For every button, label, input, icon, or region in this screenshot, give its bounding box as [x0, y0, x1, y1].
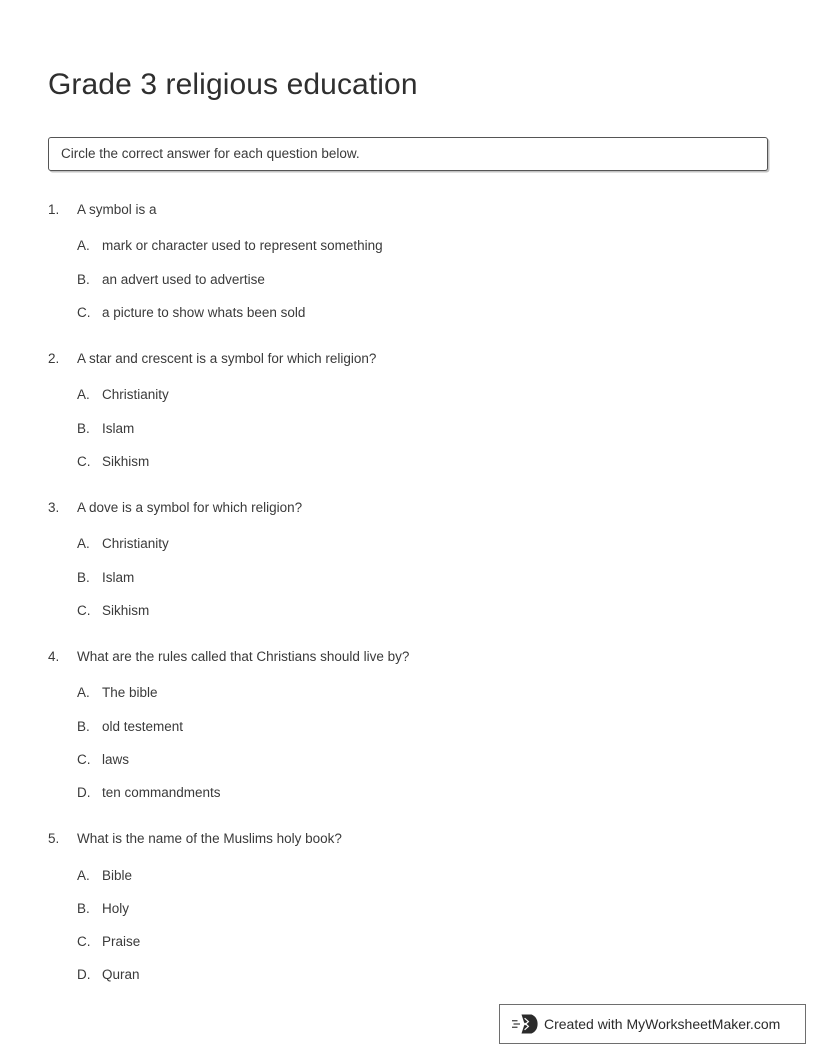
option-letter: A. [77, 387, 90, 403]
option-item[interactable] [77, 899, 778, 919]
option-letter: C. [77, 453, 91, 469]
option-text: Christianity [102, 387, 169, 403]
option-item[interactable] [77, 303, 778, 323]
option-list [48, 534, 778, 621]
option-item[interactable] [77, 236, 778, 256]
option-letter: D. [77, 967, 91, 983]
question-item [48, 200, 778, 323]
question-text: A dove is a symbol for which religion? [77, 500, 303, 515]
option-text: Bible [102, 867, 133, 883]
option-letter: C. [77, 751, 91, 767]
option-letter: C. [77, 602, 91, 618]
option-item[interactable] [77, 534, 778, 554]
question-text: What are the rules called that Christians should live by? [77, 649, 410, 664]
option-item[interactable] [77, 419, 778, 439]
option-text: laws [102, 751, 130, 767]
question-heading [48, 498, 778, 518]
created-with-badge[interactable] [499, 1004, 806, 1044]
questions-list [48, 200, 778, 986]
option-text: Islam [102, 420, 135, 436]
option-text: Christianity [102, 536, 169, 552]
option-item[interactable] [77, 717, 778, 737]
option-item[interactable] [77, 965, 778, 985]
option-text: mark or character used to represent something [102, 238, 383, 254]
question-text: A symbol is a [77, 202, 157, 217]
option-text: old testement [102, 718, 184, 734]
question-number: 2. [48, 351, 60, 366]
question-item [48, 647, 778, 803]
option-letter: B. [77, 569, 90, 585]
question-number: 5. [48, 831, 60, 847]
question-number: 1. [48, 202, 60, 217]
page-title: Grade 3 religious education [48, 68, 418, 102]
instructions-text: Circle the correct answer for each question below. [61, 146, 360, 162]
option-letter: A. [77, 685, 90, 701]
option-item[interactable] [77, 866, 778, 886]
option-list [48, 385, 778, 472]
option-item[interactable] [77, 385, 778, 405]
option-item[interactable] [77, 783, 778, 803]
instructions-box [48, 137, 768, 171]
question-heading [48, 200, 778, 220]
option-letter: B. [77, 718, 90, 734]
question-heading [48, 647, 778, 667]
option-letter: D. [77, 785, 91, 800]
worksheet-maker-logo-icon [512, 1013, 538, 1035]
question-item [48, 349, 778, 472]
option-list [48, 683, 778, 803]
option-text: Islam [102, 569, 135, 585]
option-letter: C. [77, 934, 91, 949]
question-heading [48, 349, 778, 369]
option-letter: A. [77, 536, 90, 552]
option-text: Holy [102, 900, 130, 916]
question-number: 3. [48, 500, 60, 515]
question-heading [48, 829, 778, 849]
option-text: Quran [102, 967, 140, 983]
question-item [48, 829, 778, 985]
option-text: Sikhism [102, 453, 150, 469]
option-item[interactable] [77, 932, 778, 952]
created-with-label: Created with MyWorksheetMaker.com [544, 1016, 781, 1032]
option-item[interactable] [77, 452, 778, 472]
option-item[interactable] [77, 683, 778, 703]
option-item[interactable] [77, 601, 778, 621]
option-letter: B. [77, 271, 90, 287]
option-letter: C. [77, 304, 91, 320]
option-item[interactable] [77, 568, 778, 588]
question-text: A star and crescent is a symbol for which religion? [77, 351, 377, 366]
option-text: a picture to show whats been sold [102, 304, 306, 320]
question-number: 4. [48, 649, 60, 664]
option-text: Praise [102, 934, 141, 949]
option-list [48, 236, 778, 323]
option-letter: B. [77, 420, 90, 436]
option-item[interactable] [77, 750, 778, 770]
option-text: The bible [102, 685, 158, 701]
option-text: Sikhism [102, 602, 150, 618]
option-letter: A. [77, 867, 90, 883]
option-letter: A. [77, 238, 90, 254]
option-item[interactable] [77, 270, 778, 290]
question-text: What is the name of the Muslims holy book? [77, 831, 342, 847]
option-text: ten commandments [102, 785, 221, 800]
option-list [48, 866, 778, 986]
option-text: an advert used to advertise [102, 271, 265, 287]
question-item [48, 498, 778, 621]
option-letter: B. [77, 900, 90, 916]
